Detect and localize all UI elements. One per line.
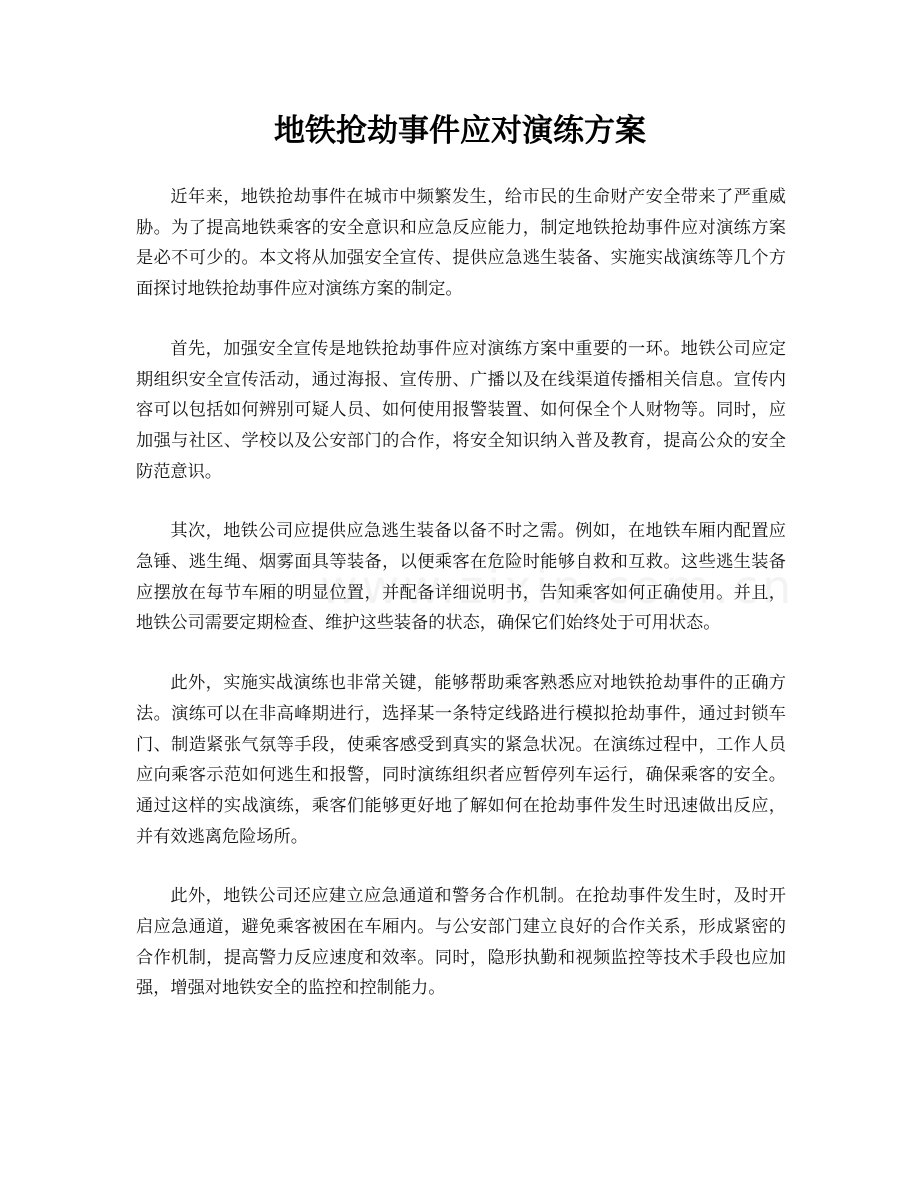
paragraph-2: 首先，加强安全宣传是地铁抢劫事件应对演练方案中重要的一环。地铁公司应定期组织安全宣传活动，通过海报、宣传册、广播以及在线渠道传播相关信息。宣传内容可以包括如何辨别可疑人员、如何使用报警装置、如何保全个人财物等。同时，应加强与社区、学校以及公安部门的合作，将安全知识纳入普及教育，提高公众的安全防范意识。 xyxy=(136,338,786,482)
document-body xyxy=(136,182,786,1033)
paragraph-5: 此外，地铁公司还应建立应急通道和警务合作机制。在抢劫事件发生时，及时开启应急通道，避免乘客被困在车厢内。与公安部门建立良好的合作关系，形成紧密的合作机制，提高警力反应速度和效率。同时，隐形执勤和视频监控等技术手段也应加强，增强对地铁安全的监控和控制能力。 xyxy=(136,886,786,999)
paragraph-1: 近年来，地铁抢劫事件在城市中频繁发生，给市民的生命财产安全带来了严重威胁。为了提高地铁乘客的安全意识和应急反应能力，制定地铁抢劫事件应对演练方案是必不可少的。本文将从加强安全宣传、提供应急逃生装备、实施实战演练等几个方面探讨地铁抢劫事件应对演练方案的制定。 xyxy=(136,187,786,300)
paragraph-3: 其次，地铁公司应提供应急逃生装备以备不时之需。例如，在地铁车厢内配置应急锤、逃生绳、烟雾面具等装备，以便乘客在危险时能够自救和互救。这些逃生装备应摆放在每节车厢的明显位置，并配备详细说明书，告知乘客如何正确使用。并且，地铁公司需要定期检查、维护这些装备的状态，确保它们始终处于可用状态。 xyxy=(136,521,786,634)
document-title: 地铁抢劫事件应对演练方案 xyxy=(274,113,646,149)
paragraph-4: 此外，实施实战演练也非常关键，能够帮助乘客熟悉应对地铁抢劫事件的正确方法。演练可以在非高峰期进行，选择某一条特定线路进行模拟抢劫事件，通过封锁车门、制造紧张气氛等手段，使乘客感受到真实的紧急状况。在演练过程中，工作人员应向乘客示范如何逃生和报警，同时演练组织者应暂停列车运行，确保乘客的安全。通过这样的实战演练，乘客们能够更好地了解如何在抢劫事件发生时迅速做出反应，并有效逃离危险场所。 xyxy=(136,673,786,847)
